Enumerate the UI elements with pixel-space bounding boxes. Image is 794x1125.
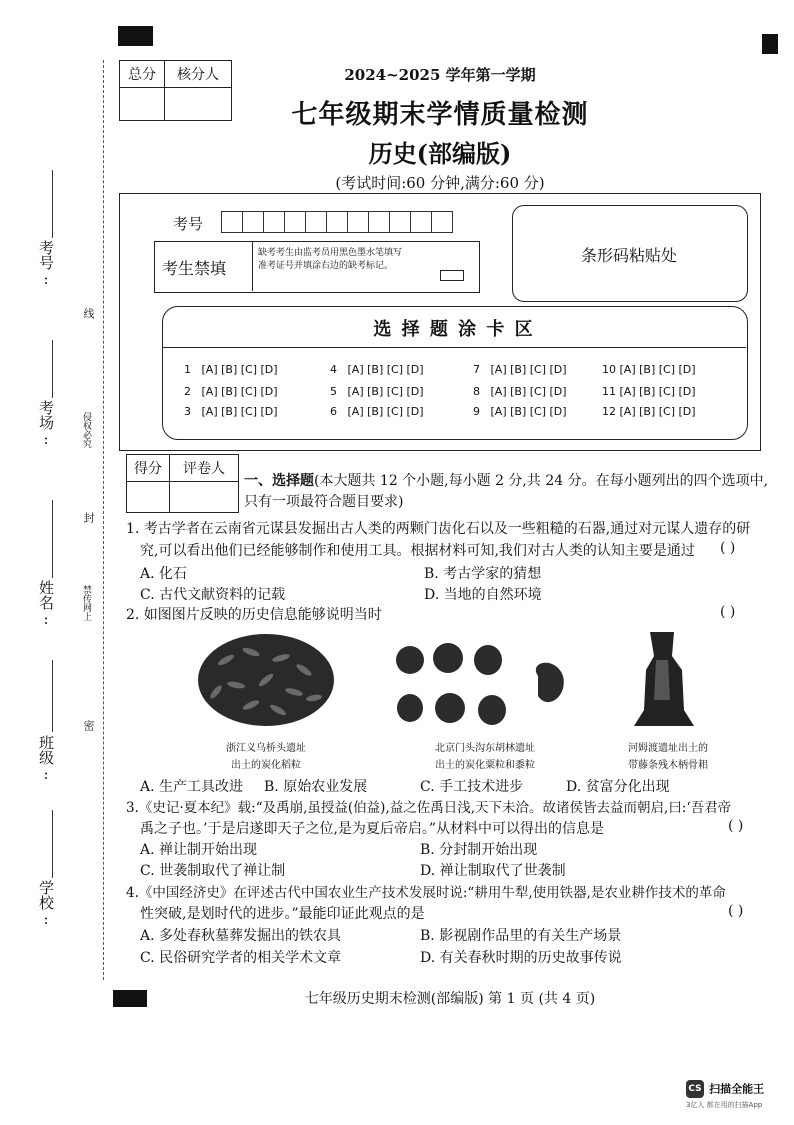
section-instruction-text: (本大题共 12 个小题,每小题 2 分,共 24 分。在每小题列出的四个选项中, bbox=[314, 473, 769, 489]
q3-option-d[interactable]: D. 禅让制取代了世袭制 bbox=[420, 863, 566, 879]
q2-caption-3b: 带藤条残木柄骨耜 bbox=[628, 760, 708, 771]
q3-option-b[interactable]: B. 分封制开始出现 bbox=[420, 842, 538, 858]
q3-option-a[interactable]: A. 禅让制开始出现 bbox=[140, 842, 258, 858]
kaohao-cell[interactable] bbox=[242, 211, 264, 233]
omr-item-8[interactable]: 8 [A] [B] [C] [D] bbox=[473, 385, 567, 398]
bone-spade-image bbox=[628, 630, 698, 730]
section-score-cell[interactable] bbox=[127, 482, 170, 513]
q2-answer-paren[interactable]: ( ) bbox=[720, 604, 736, 620]
q1-option-a[interactable]: A. 化石 bbox=[140, 566, 188, 582]
q4-stem-line1: 4.《中国经济史》在评述古代中国农业生产技术发展时说:“耕用牛犁,使用铁器,是农业耕作技术的革命 bbox=[126, 885, 726, 901]
section-instruction bbox=[244, 470, 784, 492]
grader-label: 评卷人 bbox=[170, 455, 239, 482]
q2-caption-2a: 北京门头沟东胡林遗址 bbox=[435, 743, 535, 754]
checker-label: 核分人 bbox=[165, 61, 232, 88]
seal-mi: 密 bbox=[82, 720, 95, 731]
q1-stem-line2: 究,可以看出他们已经能够制作和使用工具。根据材料可知,我们对古人类的认知主要是通过 bbox=[140, 543, 695, 559]
grader-cell[interactable] bbox=[170, 482, 239, 513]
omr-item-4[interactable]: 4 [A] [B] [C] [D] bbox=[330, 363, 424, 376]
xingming-fill-line bbox=[52, 500, 53, 578]
section-instruction-line2: 只有一项最符合题目要求) bbox=[244, 494, 404, 510]
forbid-divider bbox=[252, 242, 253, 291]
app-watermark bbox=[686, 1078, 786, 1110]
page-title: 七年级期末学情质量检测 bbox=[291, 100, 589, 130]
q3-stem-line2: 禹之子也。’于是启遂即天子之位,是为夏后帝启。”从材料中可以得出的信息是 bbox=[140, 821, 605, 837]
subject-title: 历史(部编版) bbox=[368, 139, 512, 168]
q4-option-c[interactable]: C. 民俗研究学者的相关学术文章 bbox=[140, 950, 342, 966]
q2-option-d[interactable]: D. 贫富分化出现 bbox=[566, 779, 670, 795]
q2-option-a[interactable]: A. 生产工具改进 bbox=[140, 779, 244, 795]
kaohao-cell[interactable] bbox=[263, 211, 285, 233]
omr-item-11[interactable]: 11 [A] [B] [C] [D] bbox=[602, 385, 696, 398]
q2-option-c[interactable]: C. 手工技术进步 bbox=[420, 779, 524, 795]
banji-side-label: 班级: bbox=[37, 735, 55, 783]
omr-item-5[interactable]: 5 [A] [B] [C] [D] bbox=[330, 385, 424, 398]
xuexiao-fill-line bbox=[52, 810, 53, 878]
kaohao-cell[interactable] bbox=[221, 211, 243, 233]
q3-option-c[interactable]: C. 世袭制取代了禅让制 bbox=[140, 863, 286, 879]
kaohao-cell[interactable] bbox=[284, 211, 306, 233]
side-note-online: 禁传网上 bbox=[81, 585, 91, 621]
seal-xian: 线 bbox=[82, 308, 95, 319]
q1-option-b[interactable]: B. 考古学家的猜想 bbox=[424, 566, 542, 582]
q4-option-a[interactable]: A. 多处春秋墓葬发掘出的铁农具 bbox=[140, 928, 342, 944]
kaohao-cell[interactable] bbox=[389, 211, 411, 233]
xingming-side-label: 姓名: bbox=[37, 580, 55, 628]
q2-stem: 2. 如图图片反映的历史信息能够说明当时 bbox=[126, 607, 382, 623]
side-note-rights: 侵权必究 bbox=[81, 412, 91, 448]
q2-caption-2b: 出土的炭化粟粒和黍粒 bbox=[435, 760, 535, 771]
kaohao-cell[interactable] bbox=[431, 211, 453, 233]
total-score-cell[interactable] bbox=[120, 88, 165, 121]
term-label: 2024~2025 学年第一学期 bbox=[344, 66, 536, 84]
kaohao-grid[interactable] bbox=[222, 211, 453, 233]
total-score-label: 总分 bbox=[120, 61, 165, 88]
checker-cell[interactable] bbox=[165, 88, 232, 121]
barcode-label: 条形码粘贴处 bbox=[580, 246, 677, 265]
binding-line bbox=[103, 60, 104, 980]
q4-option-b[interactable]: B. 影视剧作品里的有关生产场景 bbox=[420, 928, 622, 944]
q2-caption-3a: 河姆渡遗址出土的 bbox=[628, 743, 708, 754]
xuexiao-side-label: 学校: bbox=[37, 880, 55, 928]
omr-item-3[interactable]: 3 [A] [B] [C] [D] bbox=[184, 405, 278, 418]
omr-item-1[interactable]: 1 [A] [B] [C] [D] bbox=[184, 363, 278, 376]
carbonized-rice-image bbox=[196, 630, 336, 730]
omr-item-9[interactable]: 9 [A] [B] [C] [D] bbox=[473, 405, 567, 418]
q2-caption-1b: 出土的炭化稻粒 bbox=[231, 760, 301, 771]
exam-info: (考试时间:60 分钟,满分:60 分) bbox=[335, 174, 545, 192]
kaohao-cell[interactable] bbox=[347, 211, 369, 233]
app-logo: CS bbox=[686, 1080, 704, 1098]
total-score-table bbox=[119, 60, 232, 121]
kaohao-cell[interactable] bbox=[326, 211, 348, 233]
omr-item-12[interactable]: 12 [A] [B] [C] [D] bbox=[602, 405, 696, 418]
app-slogan: 3亿人 都在用的扫描App bbox=[686, 1100, 763, 1109]
kaohao-fill-line bbox=[52, 170, 53, 238]
forbid-label: 考生禁填 bbox=[162, 259, 227, 278]
kaochang-side-label: 考场: bbox=[37, 400, 55, 448]
q1-option-c[interactable]: C. 古代文献资料的记载 bbox=[140, 587, 286, 603]
q1-answer-paren[interactable]: ( ) bbox=[720, 540, 736, 556]
section-score-label: 得分 bbox=[127, 455, 170, 482]
banji-fill-line bbox=[52, 660, 53, 732]
q4-answer-paren[interactable]: ( ) bbox=[728, 903, 744, 919]
q2-option-b[interactable]: B. 原始农业发展 bbox=[264, 779, 368, 795]
forbid-text: 缺考考生由监考员用黑色墨水笔填写准考证号并填涂右边的缺考标记。 bbox=[258, 248, 403, 271]
registration-mark bbox=[118, 26, 153, 46]
q3-stem-line1: 3.《史记·夏本纪》载:“及禹崩,虽授益(伯益),益之佐禹日浅,天下未洽。故诸侯皆去益而朝启,曰:‘吾君帝 bbox=[126, 800, 732, 816]
section-score-table bbox=[126, 454, 239, 513]
omr-item-6[interactable]: 6 [A] [B] [C] [D] bbox=[330, 405, 424, 418]
kaohao-cell[interactable] bbox=[410, 211, 432, 233]
q1-option-d[interactable]: D. 当地的自然环境 bbox=[424, 587, 542, 603]
kaohao-cell[interactable] bbox=[305, 211, 327, 233]
absent-mark-box[interactable] bbox=[440, 270, 464, 281]
omr-item-7[interactable]: 7 [A] [B] [C] [D] bbox=[473, 363, 567, 376]
seal-feng: 封 bbox=[82, 512, 95, 523]
omr-item-10[interactable]: 10 [A] [B] [C] [D] bbox=[602, 363, 696, 376]
registration-mark bbox=[113, 990, 147, 1007]
q2-caption-1a: 浙江义乌桥头遗址 bbox=[226, 743, 306, 754]
q3-answer-paren[interactable]: ( ) bbox=[728, 818, 744, 834]
q1-stem-line1: 1. 考古学者在云南省元谋县发掘出古人类的两颗门齿化石以及一些粗糙的石器,通过对元谋人遗存的研 bbox=[126, 521, 751, 537]
registration-mark bbox=[762, 34, 778, 54]
omr-divider bbox=[163, 347, 746, 348]
section-heading: 一、选择题 bbox=[244, 473, 314, 489]
kaohao-side-label: 考号: bbox=[37, 240, 55, 288]
omr-item-2[interactable]: 2 [A] [B] [C] [D] bbox=[184, 385, 278, 398]
kaohao-cell[interactable] bbox=[368, 211, 390, 233]
omr-title: 选 择 题 涂 卡 区 bbox=[373, 319, 535, 340]
carbonized-millet-image bbox=[388, 636, 578, 736]
kaochang-fill-line bbox=[52, 340, 53, 398]
q4-stem-line2: 性突破,是划时代的进步。”最能印证此观点的是 bbox=[140, 906, 425, 922]
page-footer: 七年级历史期末检测(部编版) 第 1 页 (共 4 页) bbox=[304, 991, 596, 1007]
q4-option-d[interactable]: D. 有关春秋时期的历史故事传说 bbox=[420, 950, 622, 966]
kaohao-label: 考号 bbox=[173, 215, 204, 233]
app-name: 扫描全能王 bbox=[709, 1082, 765, 1096]
